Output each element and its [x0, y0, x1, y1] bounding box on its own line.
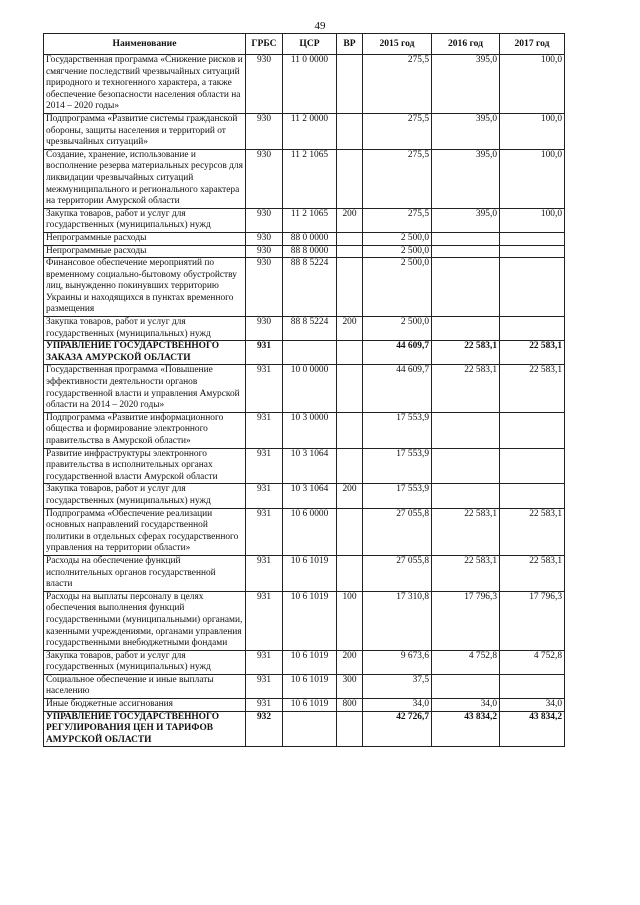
row-2016-cell: [432, 484, 500, 508]
row-2016-cell: 395,0: [432, 113, 500, 149]
row-name-cell: Непрограммные расходы: [44, 232, 246, 245]
row-name-cell: Социальное обеспечение и иные выплаты населению: [44, 674, 246, 698]
row-2015-cell: 9 673,6: [363, 650, 432, 674]
row-2016-cell: [432, 317, 500, 341]
row-grbs-cell: 930: [246, 317, 283, 341]
row-2017-cell: 22 583,1: [500, 365, 565, 412]
row-csr-cell: 10 0 0000: [283, 365, 337, 412]
row-name-cell: Государственная программа «Повышение эффективности деятельности органов государственной власти и управления Амурской области на 2014 – 2020 годы»: [44, 365, 246, 412]
table-row: [44, 341, 565, 365]
table-row: [44, 555, 565, 591]
row-grbs-cell: 931: [246, 484, 283, 508]
row-csr-cell: 10 3 0000: [283, 412, 337, 448]
row-2017-cell: [500, 258, 565, 317]
table-row: [44, 650, 565, 674]
header-name: Наименование: [44, 34, 246, 55]
table-row: [44, 232, 565, 245]
row-2017-cell: 100,0: [500, 55, 565, 114]
page-number: 49: [314, 20, 326, 32]
row-name-cell: Развитие инфраструктуры электронного правительства в исполнительных органах государственной власти Амурской области: [44, 448, 246, 484]
row-grbs-cell: 931: [246, 448, 283, 484]
row-name-cell: Расходы на выплаты персоналу в целях обеспечения выполнения функций государственными (муниципальными) органами, казенными учреждениями, органами управления государственными внебюджетными фондами: [44, 591, 246, 650]
row-name-cell: УПРАВЛЕНИЕ ГОСУДАРСТВЕННОГО РЕГУЛИРОВАНИЯ ЦЕН И ТАРИФОВ АМУРСКОЙ ОБЛАСТИ: [44, 711, 246, 747]
header-grbs: ГРБС: [246, 34, 283, 55]
row-csr-cell: 11 2 0000: [283, 113, 337, 149]
row-2016-cell: [432, 674, 500, 698]
row-vr-cell: 800: [337, 699, 363, 712]
row-grbs-cell: 930: [246, 245, 283, 258]
row-grbs-cell: 930: [246, 208, 283, 232]
row-csr-cell: 88 8 5224: [283, 317, 337, 341]
row-name-cell: Закупка товаров, работ и услуг для государственных (муниципальных) нужд: [44, 208, 246, 232]
row-2015-cell: 17 310,8: [363, 591, 432, 650]
row-name-cell: Подпрограмма «Развитие системы гражданской обороны, защиты населения и территорий от чрезвычайных ситуаций»: [44, 113, 246, 149]
row-grbs-cell: 931: [246, 412, 283, 448]
row-vr-cell: [337, 232, 363, 245]
table-row: [44, 591, 565, 650]
row-2017-cell: [500, 317, 565, 341]
row-2017-cell: 22 583,1: [500, 508, 565, 555]
row-grbs-cell: 931: [246, 555, 283, 591]
row-name-cell: Государственная программа «Снижение рисков и смягчение последствий чрезвычайных ситуаций природного и техногенного характера, а также обеспечение безопасности населения области на 2014 – 2020 годы»: [44, 55, 246, 114]
row-csr-cell: 10 3 1064: [283, 484, 337, 508]
row-grbs-cell: 930: [246, 232, 283, 245]
table-row: [44, 508, 565, 555]
row-2016-cell: 22 583,1: [432, 508, 500, 555]
row-2015-cell: 2 500,0: [363, 232, 432, 245]
row-2017-cell: 17 796,3: [500, 591, 565, 650]
row-name-cell: Закупка товаров, работ и услуг для государственных (муниципальных) нужд: [44, 484, 246, 508]
row-csr-cell: 11 2 1065: [283, 149, 337, 208]
row-name-cell: Закупка товаров, работ и услуг для государственных (муниципальных) нужд: [44, 650, 246, 674]
header-vr: ВР: [337, 34, 363, 55]
row-2015-cell: 27 055,8: [363, 555, 432, 591]
row-grbs-cell: 932: [246, 711, 283, 747]
table-row: [44, 448, 565, 484]
table-row: [44, 412, 565, 448]
row-2015-cell: 34,0: [363, 699, 432, 712]
table-row: [44, 699, 565, 712]
row-2017-cell: 22 583,1: [500, 341, 565, 365]
row-csr-cell: [283, 341, 337, 365]
row-vr-cell: [337, 113, 363, 149]
row-2016-cell: 22 583,1: [432, 365, 500, 412]
row-vr-cell: [337, 258, 363, 317]
row-2015-cell: 2 500,0: [363, 317, 432, 341]
row-2016-cell: 17 796,3: [432, 591, 500, 650]
row-vr-cell: 200: [337, 317, 363, 341]
row-csr-cell: 10 6 1019: [283, 674, 337, 698]
row-grbs-cell: 931: [246, 365, 283, 412]
row-name-cell: Закупка товаров, работ и услуг для государственных (муниципальных) нужд: [44, 317, 246, 341]
row-2015-cell: 37,5: [363, 674, 432, 698]
row-2015-cell: 275,5: [363, 55, 432, 114]
row-grbs-cell: 931: [246, 699, 283, 712]
row-2017-cell: [500, 674, 565, 698]
row-2015-cell: 44 609,7: [363, 341, 432, 365]
row-2016-cell: [432, 232, 500, 245]
row-name-cell: Подпрограмма «Развитие информационного общества и формирование электронного правительства в Амурской области»: [44, 412, 246, 448]
row-2016-cell: 43 834,2: [432, 711, 500, 747]
row-2017-cell: 100,0: [500, 149, 565, 208]
row-csr-cell: 10 6 0000: [283, 508, 337, 555]
row-vr-cell: 200: [337, 650, 363, 674]
row-grbs-cell: 931: [246, 674, 283, 698]
row-2016-cell: [432, 448, 500, 484]
row-csr-cell: 10 6 1019: [283, 650, 337, 674]
row-2017-cell: [500, 412, 565, 448]
budget-table: [43, 33, 565, 747]
row-2017-cell: 34,0: [500, 699, 565, 712]
table-row: [44, 711, 565, 747]
row-vr-cell: [337, 341, 363, 365]
row-csr-cell: 10 6 1019: [283, 591, 337, 650]
row-csr-cell: 10 6 1019: [283, 699, 337, 712]
row-2015-cell: 17 553,9: [363, 448, 432, 484]
row-2016-cell: [432, 412, 500, 448]
row-2017-cell: [500, 232, 565, 245]
row-grbs-cell: 930: [246, 55, 283, 114]
row-grbs-cell: 930: [246, 149, 283, 208]
row-2017-cell: 100,0: [500, 113, 565, 149]
row-2015-cell: 275,5: [363, 113, 432, 149]
table-row: [44, 245, 565, 258]
header-2017: 2017 год: [500, 34, 565, 55]
row-vr-cell: 200: [337, 208, 363, 232]
table-row: [44, 258, 565, 317]
row-grbs-cell: 931: [246, 650, 283, 674]
row-grbs-cell: 930: [246, 258, 283, 317]
row-2015-cell: 275,5: [363, 208, 432, 232]
row-csr-cell: 10 3 1064: [283, 448, 337, 484]
row-2016-cell: 22 583,1: [432, 555, 500, 591]
row-csr-cell: 88 0 0000: [283, 232, 337, 245]
row-2016-cell: 34,0: [432, 699, 500, 712]
row-csr-cell: 11 0 0000: [283, 55, 337, 114]
table-row: [44, 208, 565, 232]
row-vr-cell: [337, 55, 363, 114]
row-2017-cell: [500, 484, 565, 508]
row-name-cell: Подпрограмма «Обеспечение реализации основных направлений государственной политики в отдельных сферах государственного управления на территории области»: [44, 508, 246, 555]
row-grbs-cell: 931: [246, 341, 283, 365]
row-vr-cell: [337, 245, 363, 258]
row-name-cell: Финансовое обеспечение мероприятий по временному социально-бытовому обустройству лиц, вынужденно покинувших территорию Украины и находящихся в пунктах временного размещения: [44, 258, 246, 317]
row-2017-cell: [500, 448, 565, 484]
table-row: [44, 674, 565, 698]
row-2017-cell: 100,0: [500, 208, 565, 232]
row-grbs-cell: 930: [246, 113, 283, 149]
header-csr: ЦСР: [283, 34, 337, 55]
row-2015-cell: 275,5: [363, 149, 432, 208]
row-2015-cell: 17 553,9: [363, 412, 432, 448]
row-2016-cell: 4 752,8: [432, 650, 500, 674]
row-2015-cell: 17 553,9: [363, 484, 432, 508]
row-csr-cell: 88 8 0000: [283, 245, 337, 258]
row-name-cell: Непрограммные расходы: [44, 245, 246, 258]
row-name-cell: Расходы на обеспечение функций исполнительных органов государственной власти: [44, 555, 246, 591]
row-2017-cell: 22 583,1: [500, 555, 565, 591]
row-2017-cell: [500, 245, 565, 258]
table-body: [44, 55, 565, 747]
header-2016: 2016 год: [432, 34, 500, 55]
row-2016-cell: [432, 258, 500, 317]
table-row: [44, 149, 565, 208]
row-csr-cell: [283, 711, 337, 747]
row-2017-cell: 4 752,8: [500, 650, 565, 674]
row-vr-cell: 200: [337, 484, 363, 508]
row-vr-cell: 100: [337, 591, 363, 650]
row-vr-cell: 300: [337, 674, 363, 698]
row-2015-cell: 27 055,8: [363, 508, 432, 555]
table-row: [44, 484, 565, 508]
header-2015: 2015 год: [363, 34, 432, 55]
row-2015-cell: 2 500,0: [363, 258, 432, 317]
row-vr-cell: [337, 508, 363, 555]
row-csr-cell: 88 8 5224: [283, 258, 337, 317]
row-name-cell: УПРАВЛЕНИЕ ГОСУДАРСТВЕННОГО ЗАКАЗА АМУРСКОЙ ОБЛАСТИ: [44, 341, 246, 365]
table-row: [44, 365, 565, 412]
row-vr-cell: [337, 555, 363, 591]
row-2016-cell: [432, 245, 500, 258]
row-csr-cell: 10 6 1019: [283, 555, 337, 591]
row-2016-cell: 395,0: [432, 55, 500, 114]
table-header-row: [44, 34, 565, 55]
table-row: [44, 55, 565, 114]
row-csr-cell: 11 2 1065: [283, 208, 337, 232]
row-2015-cell: 2 500,0: [363, 245, 432, 258]
row-vr-cell: [337, 365, 363, 412]
row-grbs-cell: 931: [246, 591, 283, 650]
row-name-cell: Иные бюджетные ассигнования: [44, 699, 246, 712]
row-name-cell: Создание, хранение, использование и восполнение резерва материальных ресурсов для ликвидации чрезвычайных ситуаций межмуниципального и регионального характера на территории Амурской области: [44, 149, 246, 208]
table-row: [44, 317, 565, 341]
table-row: [44, 113, 565, 149]
row-2016-cell: 22 583,1: [432, 341, 500, 365]
row-2016-cell: 395,0: [432, 208, 500, 232]
row-vr-cell: [337, 149, 363, 208]
row-vr-cell: [337, 711, 363, 747]
row-2017-cell: 43 834,2: [500, 711, 565, 747]
row-2015-cell: 42 726,7: [363, 711, 432, 747]
row-vr-cell: [337, 448, 363, 484]
row-2016-cell: 395,0: [432, 149, 500, 208]
row-grbs-cell: 931: [246, 508, 283, 555]
row-2015-cell: 44 609,7: [363, 365, 432, 412]
row-vr-cell: [337, 412, 363, 448]
